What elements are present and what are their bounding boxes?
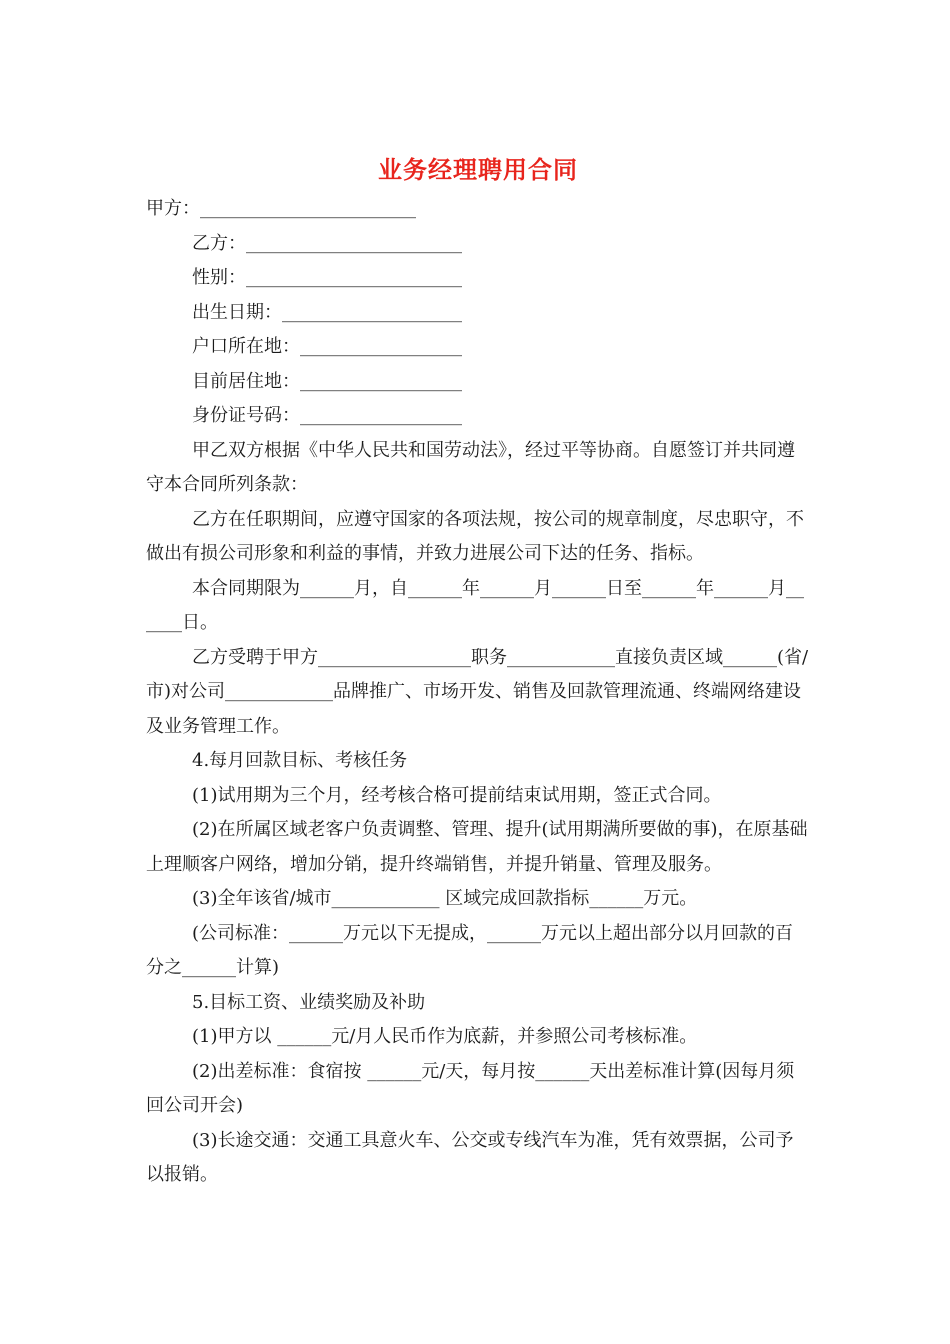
paragraph: 乙方受聘于甲方_________________职务____________直接负责区域______(省/市)对公司____________品牌推广、市场开发、销售及回款管理流通、终端网络建设及业务管理工作。 [146,646,809,737]
paragraph: 甲方：________________________ [146,198,416,219]
document-body [146,192,810,1193]
paragraph: 本合同期限为______月，自______年______月______日至______年______月______日。 [146,577,804,633]
paragraph: 目前居住地：__________________ [192,370,462,392]
paragraph: (3)长途交通：交通工具意火车、公交或专线汽车为准，凭有效票据，公司予以报销。 [146,1129,794,1185]
paragraph: 4.每月回款目标、考核任务 [192,750,408,771]
paragraph: 户口所在地：__________________ [192,336,462,357]
paragraph: (1)试用期为三个月，经考核合格可提前结束试用期，签正式合同。 [192,784,722,806]
paragraph: (1)甲方以 ______元/月人民币作为底薪，并参照公司考核标准。 [192,1026,698,1047]
paragraph: 乙方：________________________ [192,232,462,254]
paragraph: (2)出差标准：食宿按 ______元/天，每月按______天出差标准计算(因每月须回公司开会) [146,1060,795,1116]
paragraph: (公司标准：______万元以下无提成，______万元以上超出部分以月回款的百分之______计算) [146,922,794,978]
paragraph: 身份证号码：__________________ [192,405,462,426]
paragraph: 甲乙双方根据《中华人民共和国劳动法》，经过平等协商。自愿签订并共同遵守本合同所列条款： [146,439,795,495]
document-title: 业务经理聘用合同 [378,155,578,184]
paragraph: (2)在所属区域老客户负责调整、管理、提升(试用期满所要做的事)，在原基础上理顺客户网络，增加分销，提升终端销售，并提升销量、管理及服务。 [146,819,808,875]
paragraph: 乙方在任职期间，应遵守国家的各项法规，按公司的规章制度，尽忠职守，不做出有损公司形象和利益的事情，并致力进展公司下达的任务、指标。 [146,508,804,564]
paragraph: 5.目标工资、业绩奖励及补助 [192,991,426,1013]
paragraph: (3)全年该省/城市____________ 区域完成回款指标______万元。 [192,888,698,909]
paragraph: 性别：________________________ [192,267,462,288]
paragraph: 出生日期：____________________ [192,301,462,323]
